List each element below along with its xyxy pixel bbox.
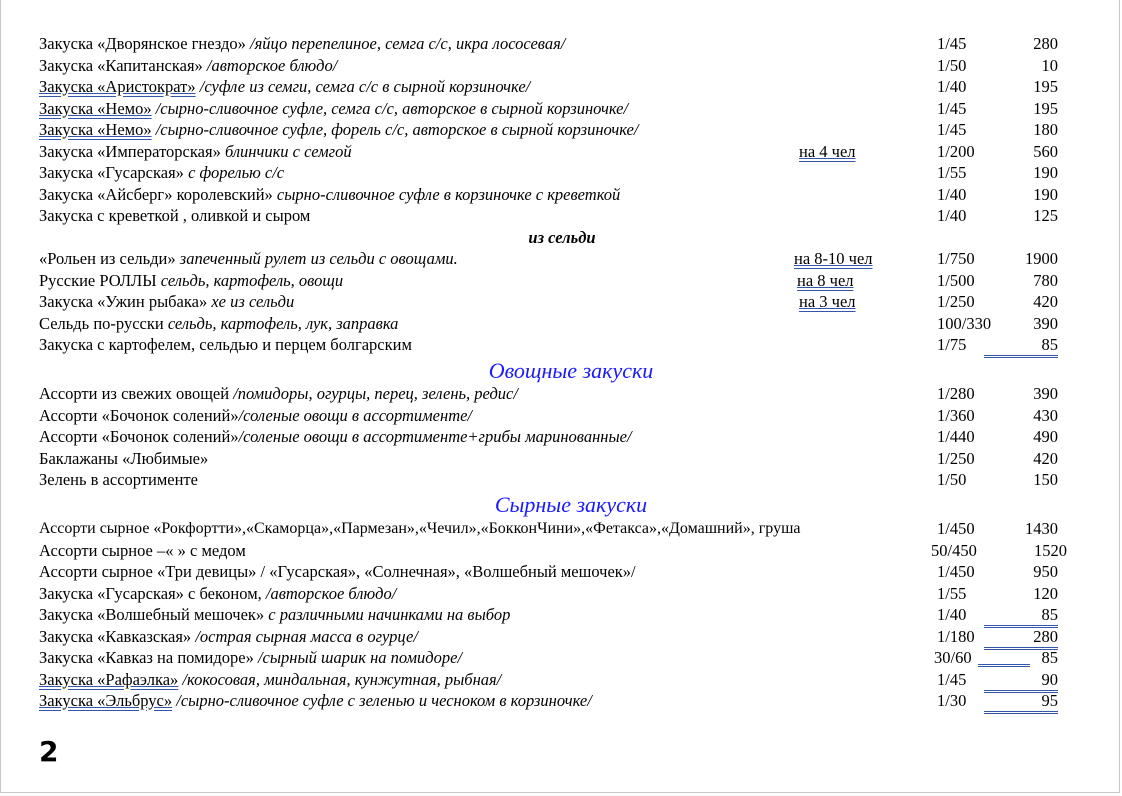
dish-price: 390 xyxy=(1033,384,1058,403)
dish-name: Закуска «Эльбрус» xyxy=(39,691,173,710)
dish-weight: 1/50 xyxy=(937,470,967,489)
dish-price: 85 xyxy=(984,604,1058,628)
dish-weight: 1/40 xyxy=(937,605,967,624)
dish-name: Закуска «Капитанская» xyxy=(39,56,203,75)
dish-price: 280 xyxy=(1033,34,1058,53)
dish-description: /помидоры, огурцы, перец, зелень, редис/ xyxy=(229,384,518,403)
dish-description: хе из сельди xyxy=(207,292,295,311)
dish-name: Закуска «Немо» xyxy=(39,99,152,118)
section-title-cheese: Сырные закуски xyxy=(494,492,648,517)
dish-price: 190 xyxy=(1033,185,1058,204)
dish-description: сельдь, картофель, овощи xyxy=(156,271,344,290)
dish-name: Закуска «Немо» xyxy=(39,120,152,139)
menu-row xyxy=(1,76,1122,97)
menu-row xyxy=(1,334,1122,355)
dish-weight: 1/40 xyxy=(937,77,967,96)
menu-row xyxy=(1,383,1122,404)
dish-weight: 1/45 xyxy=(937,120,967,139)
menu-row xyxy=(1,55,1122,76)
dish-price: 195 xyxy=(1033,77,1058,96)
dish-price: 90 xyxy=(984,669,1058,693)
menu-row xyxy=(1,405,1122,426)
dish-weight: 1/360 xyxy=(937,406,975,425)
dish-price: 390 xyxy=(1033,314,1058,333)
dish-servings: на 4 чел xyxy=(799,142,856,161)
menu-row xyxy=(1,540,1122,561)
dish-name: Ассорти из свежих овощей xyxy=(39,384,230,403)
menu-row xyxy=(1,604,1122,625)
menu-row xyxy=(1,469,1122,490)
dish-name: Закуска «Кавказская» xyxy=(39,627,192,646)
menu-row xyxy=(1,690,1122,711)
dish-price: 125 xyxy=(1033,206,1058,225)
dish-description: /кокосовая, миндальная, кунжутная, рыбная/ xyxy=(178,670,502,689)
dish-servings: на 8-10 чел xyxy=(794,249,873,268)
dish-name: «Рольен из сельди» xyxy=(39,249,176,268)
dish-name: Русские РОЛЛЫ xyxy=(39,271,157,290)
dish-name: Сельдь по-русски xyxy=(39,314,164,333)
dish-weight: 1/450 xyxy=(937,562,975,581)
dish-price: 490 xyxy=(1033,427,1058,446)
page-number: 2 xyxy=(39,735,59,768)
dish-name: Баклажаны «Любимые» xyxy=(39,449,209,468)
dish-name: Закуска «Гусарская» xyxy=(39,163,184,182)
dish-price: 180 xyxy=(1033,120,1058,139)
dish-weight: 100/330 xyxy=(937,314,992,333)
dish-weight: 30/60 xyxy=(934,648,972,667)
dish-weight: 1/250 xyxy=(937,449,975,468)
subsection-header-herring: из сельди xyxy=(528,228,596,247)
dish-price: 190 xyxy=(1033,163,1058,182)
dish-name: Закуска «Гусарская» с беконом, xyxy=(39,584,262,603)
dish-description: /острая сырная масса в огурце/ xyxy=(191,627,418,646)
menu-row xyxy=(1,270,1122,291)
dish-name: Закуска с креветкой , оливкой и сыром xyxy=(39,206,311,225)
dish-weight: 1/40 xyxy=(937,206,967,225)
menu-row xyxy=(1,669,1122,690)
dish-price: 1520 xyxy=(1034,541,1067,560)
dish-description: /сырно-сливочное суфле, семга с/с, авторское в сырной корзиночке/ xyxy=(151,99,629,118)
dish-description: /соленые овощи в ассортименте+грибы маринованные/ xyxy=(238,427,632,446)
dish-name: Закуска «Дворянское гнездо» xyxy=(39,34,246,53)
dish-description: с форелью с/с xyxy=(183,163,285,182)
menu-row xyxy=(1,98,1122,119)
dish-weight: 1/45 xyxy=(937,670,967,689)
dish-description: /яйцо перепелиное, семга с/с, икра лососевая/ xyxy=(245,34,566,53)
dish-name: Ассорти сырное –« » с медом xyxy=(39,541,246,560)
dish-price: 1900 xyxy=(1025,249,1058,268)
menu-row xyxy=(1,205,1122,226)
dish-price: 85 xyxy=(1041,648,1058,667)
dish-name: Закуска «Кавказ на помидоре» xyxy=(39,648,254,667)
dish-weight: 50/450 xyxy=(931,541,977,560)
dish-price: 420 xyxy=(1033,292,1058,311)
dish-description: /суфле из семги, семга с/с в сырной корзиночке/ xyxy=(195,77,531,96)
dish-weight: 1/30 xyxy=(937,691,967,710)
dish-weight: 1/440 xyxy=(937,427,975,446)
dish-name: Закуска «Императорская» xyxy=(39,142,221,161)
dish-weight: 1/55 xyxy=(937,163,967,182)
menu-row xyxy=(1,313,1122,334)
dish-weight: 1/75 xyxy=(937,335,967,354)
menu-row xyxy=(1,248,1122,269)
dish-weight: 1/45 xyxy=(937,34,967,53)
dish-description: запеченный рулет из сельди с овощами. xyxy=(175,249,458,268)
dish-name: Закуска с картофелем, сельдью и перцем болгарским xyxy=(39,335,412,354)
dish-weight: 1/450 xyxy=(937,519,975,538)
dish-description: с различными начинками на выбор xyxy=(264,605,511,624)
menu-row xyxy=(1,518,1122,539)
dish-description: /сырный шарик на помидоре/ xyxy=(253,648,463,667)
menu-row xyxy=(1,184,1122,205)
dish-price: 150 xyxy=(1033,470,1058,489)
dish-price: 420 xyxy=(1033,449,1058,468)
menu-row xyxy=(1,162,1122,183)
dish-weight: 1/750 xyxy=(937,249,975,268)
dish-weight: 1/200 xyxy=(937,142,975,161)
menu-row xyxy=(1,626,1122,647)
dish-description: /авторское блюдо/ xyxy=(261,584,397,603)
menu-row xyxy=(1,647,1122,668)
dish-price: 560 xyxy=(1033,142,1058,161)
dish-name: Закуска «Айсберг» королевский» xyxy=(39,185,273,204)
dish-price: 195 xyxy=(1033,99,1058,118)
dish-servings: на 8 чел xyxy=(797,271,854,290)
dish-name: Закуска «Рафаэлка» xyxy=(39,670,179,689)
dish-description: сырно-сливочное суфле в корзиночке с креветкой xyxy=(272,185,621,204)
dish-description: /сырно-сливочное суфле, форель с/с, авторское в сырной корзиночке/ xyxy=(151,120,639,139)
dish-weight: 1/50 xyxy=(937,56,967,75)
dish-price: 430 xyxy=(1033,406,1058,425)
menu-row xyxy=(1,291,1122,312)
menu-row xyxy=(1,426,1122,447)
section-title-vegetable: Овощные закуски xyxy=(488,358,654,383)
dish-price: 780 xyxy=(1033,271,1058,290)
dish-price: 10 xyxy=(1041,56,1058,75)
dish-price: 120 xyxy=(1033,584,1058,603)
menu-row xyxy=(1,119,1122,140)
dish-description: сельдь, картофель, лук, заправка xyxy=(163,314,399,333)
dish-description: /авторское блюдо/ xyxy=(202,56,338,75)
dish-description: блинчики с семгой xyxy=(220,142,352,161)
dish-price: 1430 xyxy=(1025,519,1058,538)
dish-name: Ассорти «Бочонок солений» xyxy=(39,427,239,446)
dish-price: 95 xyxy=(984,690,1058,714)
dish-name: Ассорти сырное «Рокфортти»,«Скаморца»,«Пармезан»,«Чечил»,«БокконЧини»,«Фетакса»,«Домашний», груша xyxy=(39,520,801,537)
dish-weight: 1/280 xyxy=(937,384,975,403)
dish-name: Ассорти сырное «Три девицы» / «Гусарская», «Солнечная», «Волшебный мешочек»/ xyxy=(39,562,636,581)
dish-name: Ассорти «Бочонок солений» xyxy=(39,406,239,425)
menu-row xyxy=(1,141,1122,162)
dish-description: /сырно-сливочное суфле с зеленью и чесноком в корзиночке/ xyxy=(172,691,592,710)
dish-servings: на 3 чел xyxy=(799,292,856,311)
menu-row xyxy=(1,561,1122,582)
dish-weight: 1/180 xyxy=(937,627,975,646)
dish-weight: 1/55 xyxy=(937,584,967,603)
dish-description: /соленые овощи в ассортименте/ xyxy=(238,406,473,425)
dish-name: Зелень в ассортименте xyxy=(39,470,198,489)
dish-name: Закуска «Ужин рыбака» xyxy=(39,292,208,311)
dish-weight: 1/250 xyxy=(937,292,975,311)
dish-weight: 1/45 xyxy=(937,99,967,118)
dish-weight: 1/40 xyxy=(937,185,967,204)
dish-name: Закуска «Аристократ» xyxy=(39,77,196,96)
dish-price: 950 xyxy=(1033,562,1058,581)
dish-price: 280 xyxy=(984,626,1058,650)
menu-row xyxy=(1,583,1122,604)
dish-price: 85 xyxy=(984,334,1058,358)
dish-name: Закуска «Волшебный мешочек» xyxy=(39,605,265,624)
menu-row xyxy=(1,448,1122,469)
menu-row xyxy=(1,33,1122,54)
dish-weight: 1/500 xyxy=(937,271,975,290)
